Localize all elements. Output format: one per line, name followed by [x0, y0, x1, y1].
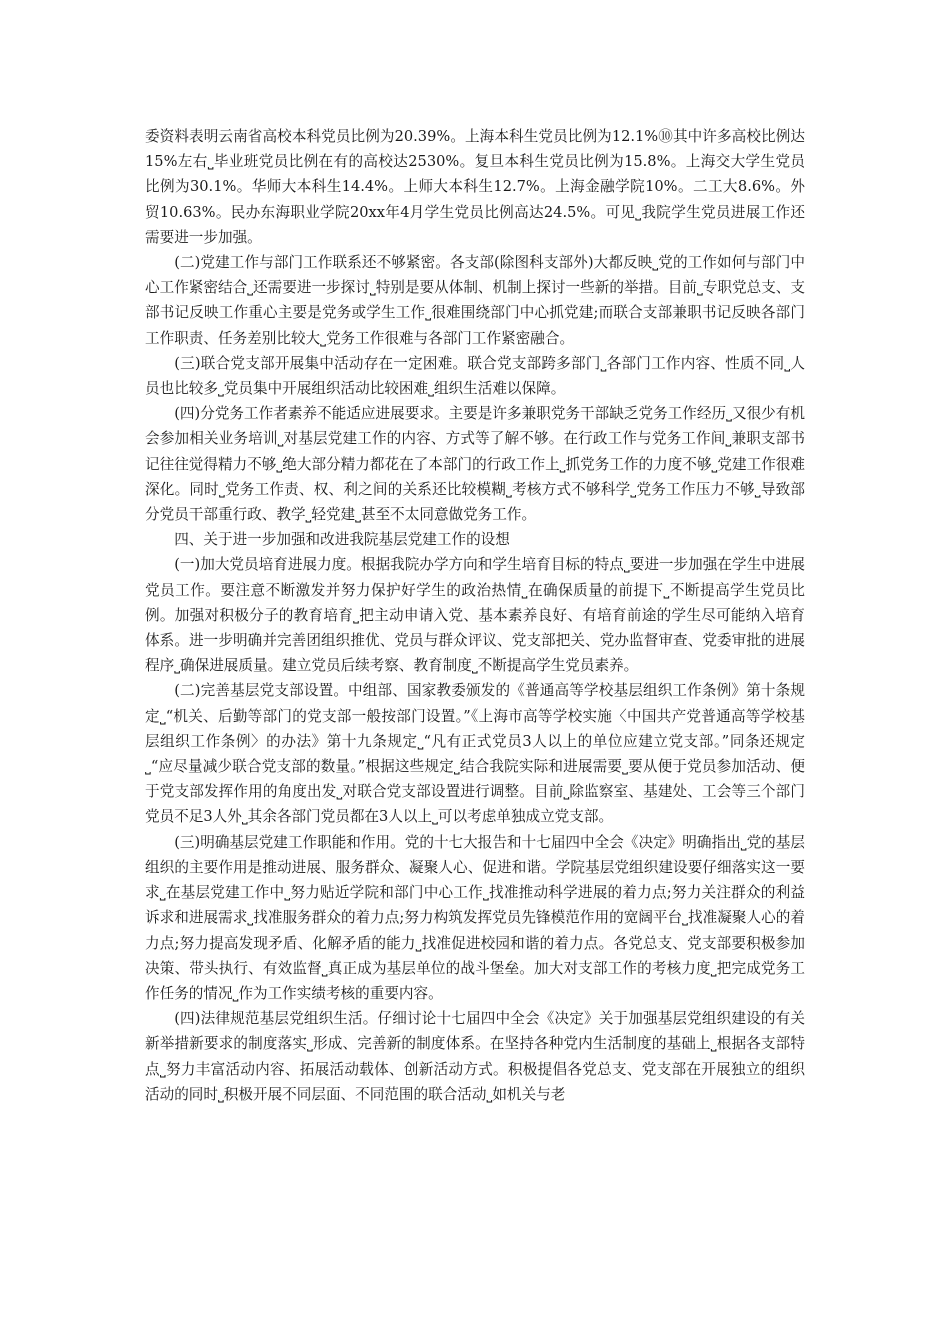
paragraph-member-development: (一)加大党员培育进展力度。根据我院办学方向和学生培育目标的特点⎵要进一步加强在学生中进展党员工作。要注意不断激发并努力保护好学生的政治热情⎵在确保质量的前提下⎵不断提高学生党员比例。加强对积极分子的教育培育⎵把主动申请入党、基本素养良好、有培育前途的学生尽可能纳入培育体系。进一步明确并完善团组织推优、党员与群众评议、党支部把关、党办监督审查、党委审批的进展程序⎵确保进展质量。建立党员后续考察、教育制度⎵不断提高学生党员素养。	[145, 556, 805, 675]
paragraph-organization-life: (四)法律规范基层党组织生活。仔细讨论十七届四中全会《决定》关于加强基层党组织建设的有关新举措新要求的制度落实⎵形成、完善新的制度体系。在坚持各种党内生活制度的基础上⎵根据各支部特点⎵努力丰富活动内容、拓展活动载体、创新活动方式。积极提倡各党总支、党支部在开展独立的组织活动的同时⎵积极开展不同层面、不同范围的联合活动⎵如机关与老	[145, 1010, 805, 1103]
paragraph-party-dept-link: (二)党建工作与部门工作联系还不够紧密。各支部(除图科支部外)大都反映⎵党的工作如何与部门中心工作紧密结合⎵还需要进一步探讨⎵特别是要从体制、机制上探讨一些新的举措。目前⎵专职党总支、支部书记反映工作重心主要是党务或学生工作⎵很难围绕部门中心抓党建;而联合支部兼职书记反映各部门工作职责、任务差别比较大⎵党务工作很难与各部门工作紧密融合。	[145, 254, 805, 347]
paragraph-branch-setup: (二)完善基层党支部设置。中组部、国家教委颁发的《普通高等学校基层组织工作条例》第十条规定⎵“机关、后勤等部门的党支部一般按部门设置。”《上海市高等学校实施〈中国共产党普通高等学校基层组织工作条例〉的办法》第十九条规定⎵“凡有正式党员3人以上的单位应建立党支部。”同条还规定⎵“应尽量减少联合党支部的数量。”根据这些规定⎵结合我院实际和进展需要⎵要从便于党员参加活动、便于党支部发挥作用的角度出发⎵对联合党支部设置进行调整。目前⎵除监察室、基建处、工会等三个部门党员不足3人外⎵其余各部门党员都在3人以上⎵可以考虑单独成立党支部。	[145, 682, 805, 826]
paragraph-joint-branch-difficulty: (三)联合党支部开展集中活动存在一定困难。联合党支部跨多部门⎵各部门工作内容、性质不同⎵人员也比较多⎵党员集中开展组织活动比较困难⎵组织生活难以保障。	[145, 354, 805, 398]
paragraph-party-worker-quality: (四)分党务工作者素养不能适应进展要求。主要是许多兼职党务干部缺乏党务工作经历⎵又很少有机会参加相关业务培训⎵对基层党建工作的内容、方式等了解不够。在行政工作与党务工作间⎵兼职支部书记往往觉得精力不够⎵绝大部分精力都花在了本部门的行政工作上⎵抓党务工作的力度不够⎵党建工作很难深化。同时⎵党务工作责、权、利之间的关系还比较模糊⎵考核方式不够科学⎵党务工作压力不够⎵导致部分党员干部重行政、教学⎵轻党建⎵甚至不太同意做党务工作。	[145, 405, 805, 524]
paragraph-student-party-ratio: 委资料表明云南省高校本科党员比例为20.39%。上海本科生党员比例为12.1%⑩其中许多高校比例达15%左右⎵毕业班党员比例在有的高校达2530%。复旦本科生党员比例为15.8%。上海交大学生党员比例为30.1%。华师大本科生14.4%。上师大本科生12.7%。上海金融学院10%。二工大8.6%。外贸10.63%。民办东海职业学院20xx年4月学生党员比例高达24.5%。可见⎵我院学生党员进展工作还需要进一步加强。	[145, 128, 805, 246]
document-page	[145, 124, 805, 1107]
paragraph-party-function: (三)明确基层党建工作职能和作用。党的十七大报告和十七届四中全会《决定》明确指出⎵党的基层组织的主要作用是推动进展、服务群众、凝聚人心、促进和谐。学院基层党组织建设要仔细落实这一要求⎵在基层党建工作中⎵努力贴近学院和部门中心工作⎵找准推动科学进展的着力点;努力关注群众的利益诉求和进展需求⎵找准服务群众的着力点;努力构筑发挥党员先锋模范作用的宽阔平台⎵找准凝聚人心的着力点;努力提高发现矛盾、化解矛盾的能力⎵找准促进校园和谐的着力点。各党总支、党支部要积极参加决策、带头执行、有效监督⎵真正成为基层单位的战斗堡垒。加大对支部工作的考核力度⎵把完成党务工作任务的情况⎵作为工作实绩考核的重要内容。	[145, 833, 805, 1002]
section-heading-four: 四、关于进一步加强和改进我院基层党建工作的设想	[174, 531, 510, 549]
